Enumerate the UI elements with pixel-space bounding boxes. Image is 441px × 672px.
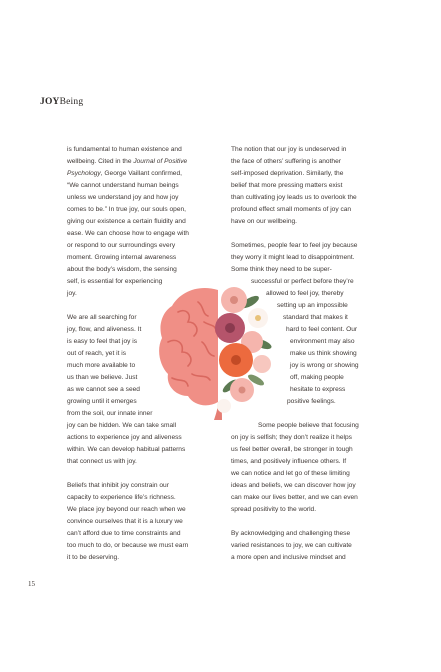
- left-column-line: moment. Growing internal awareness: [67, 254, 177, 261]
- right-column-line: Some people believe that focusing: [258, 422, 359, 429]
- left-column-line: ease. We can choose how to engage with: [67, 230, 189, 237]
- right-column-line: make us think showing: [290, 350, 357, 357]
- right-column-line: they worry it might lead to disappointment.: [231, 254, 355, 261]
- left-column-line: out of reach, yet it is: [67, 350, 127, 357]
- left-column-line: unless we understand joy and how joy: [67, 194, 179, 201]
- right-column-line: ideas and beliefs, we can discover how joy: [231, 482, 356, 489]
- left-column-line: “We cannot understand human beings: [67, 182, 179, 189]
- left-column-line: joy.: [67, 290, 77, 297]
- left-column-line: is fundamental to human existence and: [67, 146, 182, 153]
- right-column-line: than cultivating joy leads us to overlook the: [231, 194, 357, 201]
- left-column-line: joy can be hidden. We can take small: [67, 422, 177, 429]
- right-column-line: spread positivity to the world.: [231, 506, 317, 513]
- left-column-line: or respond to our surroundings every: [67, 242, 176, 249]
- right-column-line: can make our lives better, and we can even: [231, 494, 358, 501]
- left-column-line: Psychology, George Vaillant confirmed,: [67, 170, 182, 177]
- right-column-line: Sometimes, people fear to feel joy because: [231, 242, 358, 249]
- right-column-line: profound effect small moments of joy can: [231, 206, 352, 213]
- left-column-line: self, is essential for experiencing: [67, 278, 163, 285]
- left-column-line: much more available to: [67, 362, 136, 369]
- right-column-line: The notion that our joy is undeserved in: [231, 146, 347, 153]
- left-column-line: comes to be.” In true joy, our souls open,: [67, 206, 186, 213]
- right-column-line: off, making people: [290, 374, 344, 381]
- left-column-line: wellbeing. Cited in the Journal of Positive: [67, 158, 188, 165]
- right-column-line: Some think they need to be super-: [231, 266, 332, 273]
- left-column-line: joy, flow, and aliveness. It: [67, 326, 142, 333]
- right-column-line: successful or perfect before they’re: [251, 278, 354, 285]
- left-column-line: Beliefs that inhibit joy constrain our: [67, 482, 169, 489]
- right-column-line: we can notice and let go of these limiting: [231, 470, 350, 477]
- right-column-line: environment may also: [290, 338, 355, 345]
- right-column-line: us feel better overall, be stronger in tough: [231, 446, 353, 453]
- left-column-line: it to be deserving.: [67, 554, 120, 561]
- right-column-line: hesitate to express: [290, 386, 346, 393]
- right-column-line: By acknowledging and challenging these: [231, 530, 351, 537]
- right-column-line: joy is wrong or showing: [290, 362, 359, 369]
- right-column-line: positive feelings.: [287, 398, 336, 405]
- left-column-line: as we cannot see a seed: [67, 386, 140, 393]
- left-column-line: convince ourselves that it is a luxury we: [67, 518, 183, 525]
- left-column-line: that connect us with joy.: [67, 458, 137, 465]
- brand-rest: Being: [59, 97, 84, 107]
- right-column-line: the face of others’ suffering is another: [231, 158, 341, 165]
- left-column-line: too much to do, or because we must earn: [67, 542, 189, 549]
- brand-logo: [40, 97, 83, 107]
- right-column-line: have on our wellbeing.: [231, 218, 297, 225]
- right-column-line: standard that makes it: [283, 314, 348, 321]
- left-column-line: can’t afford due to time constraints and: [67, 530, 181, 537]
- left-column-line: We are all searching for: [67, 314, 137, 321]
- brand-bold: JOY: [40, 97, 60, 107]
- left-column-line: about the body’s wisdom, the sensing: [67, 266, 177, 273]
- left-column-line: within. We can develop habitual patterns: [67, 446, 186, 453]
- right-column-line: allowed to feel joy, thereby: [266, 290, 344, 297]
- right-column-line: self-imposed deprivation. Similarly, the: [231, 170, 344, 177]
- left-column-line: growing until it emerges: [67, 398, 137, 405]
- left-column-line: is easy to feel that joy is: [67, 338, 138, 345]
- brain-flower-illustration: [158, 282, 284, 422]
- right-column-line: setting up an impossible: [277, 302, 348, 309]
- right-column-line: times, and positively influence others. If: [231, 458, 347, 465]
- left-column-line: capacity to experience life’s richness.: [67, 494, 176, 501]
- left-column-line: actions to experience joy and aliveness: [67, 434, 182, 441]
- right-column-line: hard to feel content. Our: [286, 326, 358, 333]
- left-column-line: from the soil, our innate inner: [67, 410, 153, 417]
- page-number: 15: [28, 580, 35, 588]
- right-column-line: a more open and inclusive mindset and: [231, 554, 346, 561]
- right-column-line: varied resistances to joy, we can cultivate: [231, 542, 352, 549]
- left-column-line: giving our existence a certain fluidity and: [67, 218, 186, 225]
- left-column-line: us than we believe. Just: [67, 374, 138, 381]
- left-column-line: We place joy beyond our reach when we: [67, 506, 186, 513]
- right-column-line: belief that more pressing matters exist: [231, 182, 343, 189]
- right-column-line: on joy is selfish; they don’t realize it helps: [231, 434, 352, 441]
